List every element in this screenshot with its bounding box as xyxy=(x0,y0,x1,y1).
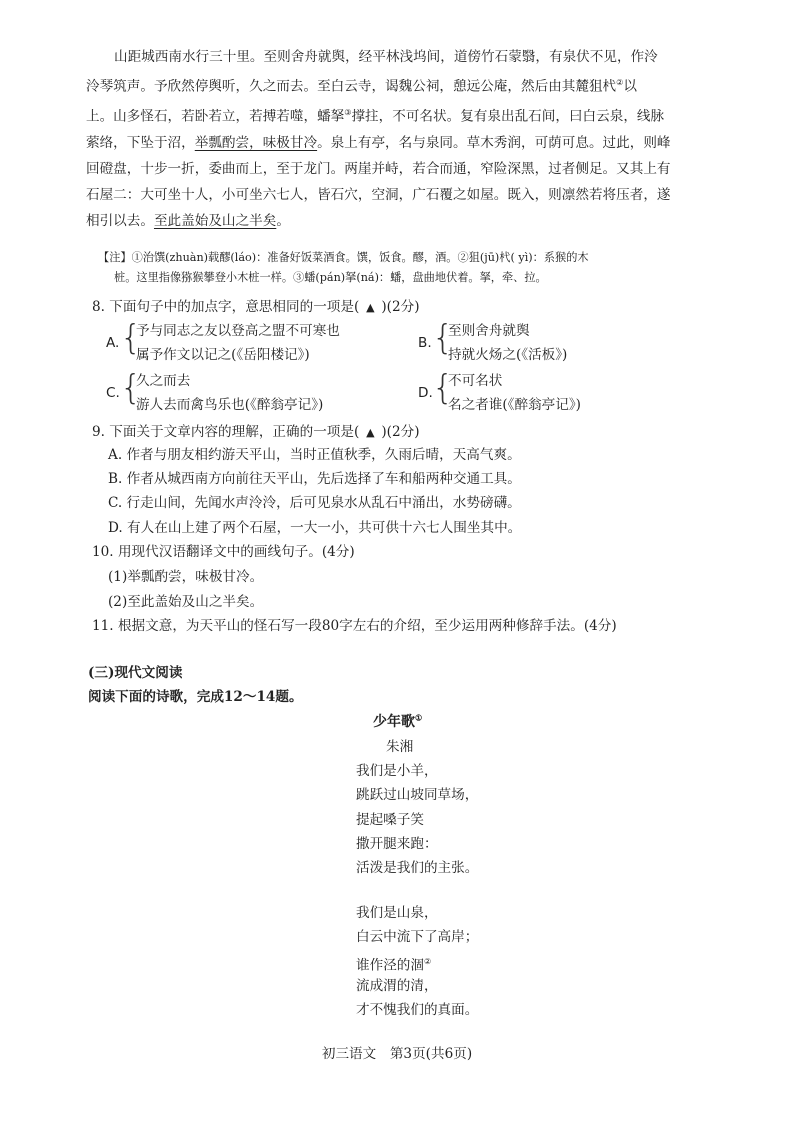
question-10-stem: 10. 用现代汉语翻译文中的画线句子。(4分) xyxy=(92,544,355,560)
q8-option-a-line2: 属予作文以记之(《岳阳楼记》) xyxy=(136,347,310,363)
q9-option-a: A. 作者与朋友相约游天平山，当时正值秋季，久雨后晴，天高气爽。 xyxy=(108,447,521,463)
poem-line: 谁作泾的涸② xyxy=(356,957,432,974)
question-8-stem: 8. 下面句子中的加点字，意思相同的一项是( ▲ )(2分) xyxy=(92,299,420,315)
q8-option-a-label: A. xyxy=(106,335,120,351)
brace-icon: { xyxy=(120,368,142,408)
page-footer: 初三语文 第3页(共6页) xyxy=(321,1046,473,1062)
q8-option-b-label: B. xyxy=(418,335,432,351)
poem-line: 我们是小羊， xyxy=(356,763,438,779)
passage-line: 山距城西南水行三十里。至则舍舟就舆，经平林浅坞间，道傍竹石蒙翳，有泉伏不见，作泠 xyxy=(114,49,658,65)
question-11-stem: 11. 根据文意，为天平山的怪石写一段80字左右的介绍，至少运用两种修辞手法。(4分) xyxy=(92,618,617,634)
footnote-marker: ③ xyxy=(344,107,352,117)
footnote-marker: ② xyxy=(616,78,624,88)
passage-line: 相引以去。至此盖始及山之半矣。 xyxy=(86,213,290,230)
poem-line: 我们是山泉， xyxy=(356,905,438,921)
passage-line: 萦络，下坠于沼，举瓢酌尝，味极甘冷。泉上有亭，名与泉同。草木秀润，可荫可息。过此，则峰 xyxy=(86,134,671,151)
poem-line: 撒开腿来跑： xyxy=(356,836,438,852)
underlined-sentence-2: 至此盖始及山之半矣 xyxy=(153,213,277,230)
q8-option-c-line2: 游人去而禽鸟乐也(《醉翁亭记》) xyxy=(136,397,324,413)
underlined-sentence-1: 举瓢酌尝，味极甘冷 xyxy=(194,134,318,151)
q8-option-b-line2: 持就火炀之(《活板》) xyxy=(448,347,568,363)
poem-author: 朱湘 xyxy=(386,739,414,755)
q9-option-d: D. 有人在山上建了两个石屋，一大一小，共可供十六七人围坐其中。 xyxy=(108,520,522,536)
poem-line: 活泼是我们的主张。 xyxy=(356,860,479,876)
q9-option-b: B. 作者从城西南方向前往天平山，先后选择了车和船两种交通工具。 xyxy=(108,471,521,487)
annotation-notes xyxy=(98,248,722,288)
brace-icon: { xyxy=(120,318,142,358)
answer-blank-marker: ▲ xyxy=(366,301,375,314)
poem-line: 白云中流下了高岸； xyxy=(356,929,479,945)
q8-option-d-line1: 不可名状 xyxy=(448,373,503,389)
q8-option-c-line1: 久之而去 xyxy=(136,373,191,389)
footnote-marker: ① xyxy=(415,712,423,723)
passage-line: 上。山多怪石，若卧若立，若搏若噬，蟠拏③撑拄，不可名状。复有泉出乱石间，曰白云泉，线脉 xyxy=(86,107,665,125)
poem-line: 提起嗓子笑 xyxy=(356,812,424,828)
poem-title: 少年歌① xyxy=(373,712,423,730)
q10-sentence-1: (1)举瓢酌尝，味极甘冷。 xyxy=(108,569,264,585)
section-title: (三)现代文阅读 xyxy=(88,665,183,681)
q8-option-a-line1: 予与同志之友以登高之盟不可寒也 xyxy=(136,323,340,339)
note-line: 【注】①治馔(zhuàn)载醪(láo)：准备好饭菜酒食。馔，饭食。醪，酒。②狙(jū)杙( yì)：系猴的木 xyxy=(98,251,589,264)
brace-icon: { xyxy=(432,368,454,408)
note-line: 桩。这里指像猕猴攀登小木桩一样。③蟠(pán)拏(ná)：蟠，盘曲地伏着。拏，牵、拉。 xyxy=(114,271,547,284)
brace-icon: { xyxy=(432,318,454,358)
q8-option-d-line2: 名之者谁(《醉翁亭记》) xyxy=(448,397,581,413)
passage-line: 回磴盘，十步一折，委曲而上，至于龙门。两崖并峙，若合而通，窄险深黑，过者侧足。又其上有 xyxy=(86,160,671,177)
poem-line: 流成渭的清， xyxy=(356,978,438,994)
q8-option-d-label: D. xyxy=(418,385,433,401)
classical-passage xyxy=(86,44,722,234)
q9-option-c: C. 行走山间，先闻水声泠泠，后可见泉水从乱石中涌出，水势磅礴。 xyxy=(108,495,521,511)
answer-blank-marker: ▲ xyxy=(366,426,375,439)
passage-line: 石屋二：大可坐十人，小可坐六七人，皆石穴，空洞，广石覆之如屋。既入，则凛然若将压者，遂 xyxy=(86,187,671,204)
footnote-marker: ② xyxy=(423,957,432,966)
section-instruction: 阅读下面的诗歌，完成12～14题。 xyxy=(88,689,303,705)
q10-sentence-2: (2)至此盖始及山之半矣。 xyxy=(108,594,264,610)
q8-option-c-label: C. xyxy=(106,385,120,401)
passage-line: 泠琴筑声。予欣然停舆听，久之而去。至白云寺，谒魏公祠，憩远公庵，然后由其麓狙杙②以 xyxy=(86,78,637,95)
q8-option-b-line1: 至则舍舟就舆 xyxy=(448,323,530,339)
question-9-stem: 9. 下面关于文章内容的理解，正确的一项是( ▲ )(2分) xyxy=(92,424,420,440)
poem-line: 才不愧我们的真面。 xyxy=(356,1002,479,1018)
poem-line: 跳跃过山坡同草场， xyxy=(356,787,479,803)
